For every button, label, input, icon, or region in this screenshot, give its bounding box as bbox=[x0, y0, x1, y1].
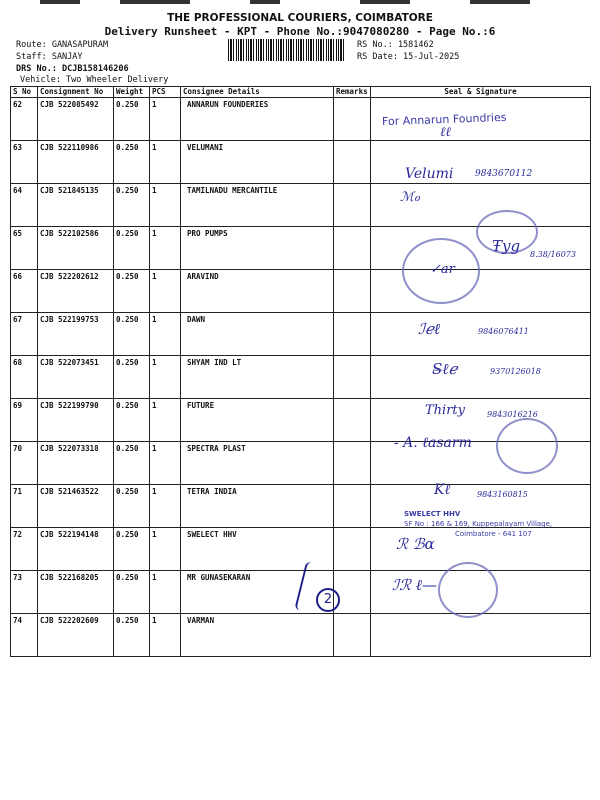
seal-74 bbox=[438, 562, 498, 618]
phone-71: 9843160815 bbox=[477, 490, 528, 499]
cell-consignment: CJB 522085492 bbox=[38, 98, 114, 141]
cell-sno: 74 bbox=[11, 614, 38, 657]
cell-consignment: CJB 522202612 bbox=[38, 270, 114, 313]
cell-consignment: CJB 522110986 bbox=[38, 141, 114, 184]
cell-consignee: ANNARUN FOUNDERIES bbox=[181, 98, 334, 141]
rs-number: RS No.: 1581462 bbox=[357, 40, 434, 50]
signature-66: ✓ar bbox=[430, 262, 455, 277]
cell-weight: 0.250 bbox=[114, 313, 150, 356]
cell-weight: 0.250 bbox=[114, 356, 150, 399]
cell-sno: 63 bbox=[11, 141, 38, 184]
staff-label: Staff: SANJAY bbox=[16, 52, 83, 62]
cell-sno: 72 bbox=[11, 528, 38, 571]
cell-consignment: CJB 522073451 bbox=[38, 356, 114, 399]
cell-pcs: 1 bbox=[150, 141, 181, 184]
cell-pcs: 1 bbox=[150, 227, 181, 270]
cell-remarks bbox=[334, 227, 371, 270]
cell-consignee: SWELECT HHV bbox=[181, 528, 334, 571]
cell-remarks bbox=[334, 184, 371, 227]
signature-64: ℳℴ bbox=[400, 190, 420, 205]
phone-69: 9843016216 bbox=[487, 410, 538, 419]
cell-pcs: 1 bbox=[150, 614, 181, 657]
signature-73: ℐℛ ℓ— bbox=[392, 576, 438, 594]
cell-weight: 0.250 bbox=[114, 184, 150, 227]
cell-sno: 70 bbox=[11, 442, 38, 485]
cell-pcs: 1 bbox=[150, 98, 181, 141]
cell-remarks bbox=[334, 313, 371, 356]
col-header-consignment: Consignment No bbox=[38, 87, 114, 98]
signature-65: Ŧyg bbox=[492, 237, 521, 255]
phone-68: 9370126018 bbox=[490, 367, 541, 376]
cell-sno: 64 bbox=[11, 184, 38, 227]
col-header-seal: Seal & Signature bbox=[371, 87, 591, 98]
signature-70: - A. ℓasarm bbox=[394, 435, 472, 451]
cell-remarks bbox=[334, 399, 371, 442]
cell-weight: 0.250 bbox=[114, 442, 150, 485]
phone-67: 9846076411 bbox=[478, 327, 529, 336]
cell-remarks bbox=[334, 528, 371, 571]
cell-pcs: 1 bbox=[150, 485, 181, 528]
table-row bbox=[11, 270, 591, 313]
cell-pcs: 1 bbox=[150, 442, 181, 485]
signature-62: ℓℓ bbox=[440, 125, 451, 140]
col-header-sno: S No bbox=[11, 87, 38, 98]
cell-weight: 0.250 bbox=[114, 227, 150, 270]
cell-weight: 0.250 bbox=[114, 141, 150, 184]
company-title: THE PROFESSIONAL COURIERS, COIMBATORE bbox=[167, 12, 433, 24]
cell-pcs: 1 bbox=[150, 571, 181, 614]
phone-63: 9843670112 bbox=[475, 169, 533, 179]
cell-consignment: CJB 522199753 bbox=[38, 313, 114, 356]
signature-63: Velumi bbox=[405, 166, 454, 182]
signature-69: Thirty bbox=[425, 403, 465, 418]
cell-consignee: VELUMANI bbox=[181, 141, 334, 184]
cell-remarks bbox=[334, 442, 371, 485]
cell-weight: 0.250 bbox=[114, 485, 150, 528]
cell-seal-signature bbox=[371, 356, 591, 399]
cell-consignment: CJB 521845135 bbox=[38, 184, 114, 227]
col-header-pcs: PCS bbox=[150, 87, 181, 98]
signature-71: Kℓ bbox=[434, 482, 451, 498]
cell-remarks bbox=[334, 141, 371, 184]
swelect-stamp-name: SWELECT HHV bbox=[404, 510, 461, 518]
cell-consignee: SHYAM IND LT bbox=[181, 356, 334, 399]
cell-sno: 69 bbox=[11, 399, 38, 442]
cell-weight: 0.250 bbox=[114, 571, 150, 614]
cell-sno: 71 bbox=[11, 485, 38, 528]
cell-consignee: ARAVIND bbox=[181, 270, 334, 313]
cell-remarks bbox=[334, 571, 371, 614]
rs-date: RS Date: 15-Jul-2025 bbox=[357, 52, 460, 62]
cell-sno: 68 bbox=[11, 356, 38, 399]
drs-label: DRS No.: DCJB158146206 bbox=[16, 64, 129, 74]
cell-consignment: CJB 522194148 bbox=[38, 528, 114, 571]
cell-remarks bbox=[334, 485, 371, 528]
cell-remarks bbox=[334, 614, 371, 657]
cell-weight: 0.250 bbox=[114, 270, 150, 313]
cell-weight: 0.250 bbox=[114, 98, 150, 141]
cell-weight: 0.250 bbox=[114, 528, 150, 571]
route-label: Route: GANASAPURAM bbox=[16, 40, 109, 50]
cell-seal-signature bbox=[371, 614, 591, 657]
cell-consignee: FUTURE bbox=[181, 399, 334, 442]
cell-pcs: 1 bbox=[150, 270, 181, 313]
cell-pcs: 1 bbox=[150, 356, 181, 399]
runsheet-subtitle: Delivery Runsheet - KPT - Phone No.:9047080280 - Page No.:6 bbox=[104, 25, 496, 38]
cell-sno: 62 bbox=[11, 98, 38, 141]
cell-consignment: CJB 521463522 bbox=[38, 485, 114, 528]
cell-pcs: 1 bbox=[150, 528, 181, 571]
cell-sno: 73 bbox=[11, 571, 38, 614]
col-header-remarks: Remarks bbox=[334, 87, 371, 98]
phone-65: 8.38/16073 bbox=[530, 250, 576, 259]
cell-consignment: CJB 522102586 bbox=[38, 227, 114, 270]
swelect-stamp-address: SF No : 166 & 169, Kuppepalayam Village, bbox=[404, 520, 553, 528]
cell-pcs: 1 bbox=[150, 399, 181, 442]
col-header-consignee: Consignee Details bbox=[181, 87, 334, 98]
top-edge-marks bbox=[0, 0, 600, 6]
cell-pcs: 1 bbox=[150, 184, 181, 227]
signature-68: Ѕ̶ℓℯ bbox=[432, 360, 458, 378]
signature-67: ℐℯℓ bbox=[418, 320, 441, 338]
cell-weight: 0.250 bbox=[114, 399, 150, 442]
vehicle-label: Vehicle: Two Wheeler Delivery bbox=[20, 75, 169, 85]
cell-consignment: CJB 522202609 bbox=[38, 614, 114, 657]
margin-circled-number: 2 bbox=[316, 588, 340, 612]
cell-consignee: TETRA INDIA bbox=[181, 485, 334, 528]
swelect-stamp-city: Coimbatore - 641 107 bbox=[455, 530, 532, 538]
col-header-weight: Weight bbox=[114, 87, 150, 98]
signature-72: ℛ ℬα bbox=[396, 535, 435, 553]
cell-pcs: 1 bbox=[150, 313, 181, 356]
cell-consignee: DAWN bbox=[181, 313, 334, 356]
cell-consignee: VARMAN bbox=[181, 614, 334, 657]
barcode bbox=[228, 39, 346, 61]
cell-consignment: CJB 522073318 bbox=[38, 442, 114, 485]
cell-remarks bbox=[334, 98, 371, 141]
cell-sno: 65 bbox=[11, 227, 38, 270]
cell-remarks bbox=[334, 270, 371, 313]
cell-consignment: CJB 522168205 bbox=[38, 571, 114, 614]
cell-weight: 0.250 bbox=[114, 614, 150, 657]
table-header-row bbox=[11, 87, 591, 98]
foundries-stamp: For Annarun Foundries bbox=[381, 110, 507, 129]
cell-consignee: PRO PUMPS bbox=[181, 227, 334, 270]
cell-sno: 66 bbox=[11, 270, 38, 313]
cell-remarks bbox=[334, 356, 371, 399]
seal-70 bbox=[496, 418, 558, 474]
cell-consignee: MR GUNASEKARAN bbox=[181, 571, 334, 614]
table-row bbox=[11, 356, 591, 399]
table-row bbox=[11, 614, 591, 657]
cell-consignee: SPECTRA PLAST bbox=[181, 442, 334, 485]
cell-sno: 67 bbox=[11, 313, 38, 356]
cell-consignment: CJB 522199790 bbox=[38, 399, 114, 442]
cell-consignee: TAMILNADU MERCANTILE bbox=[181, 184, 334, 227]
